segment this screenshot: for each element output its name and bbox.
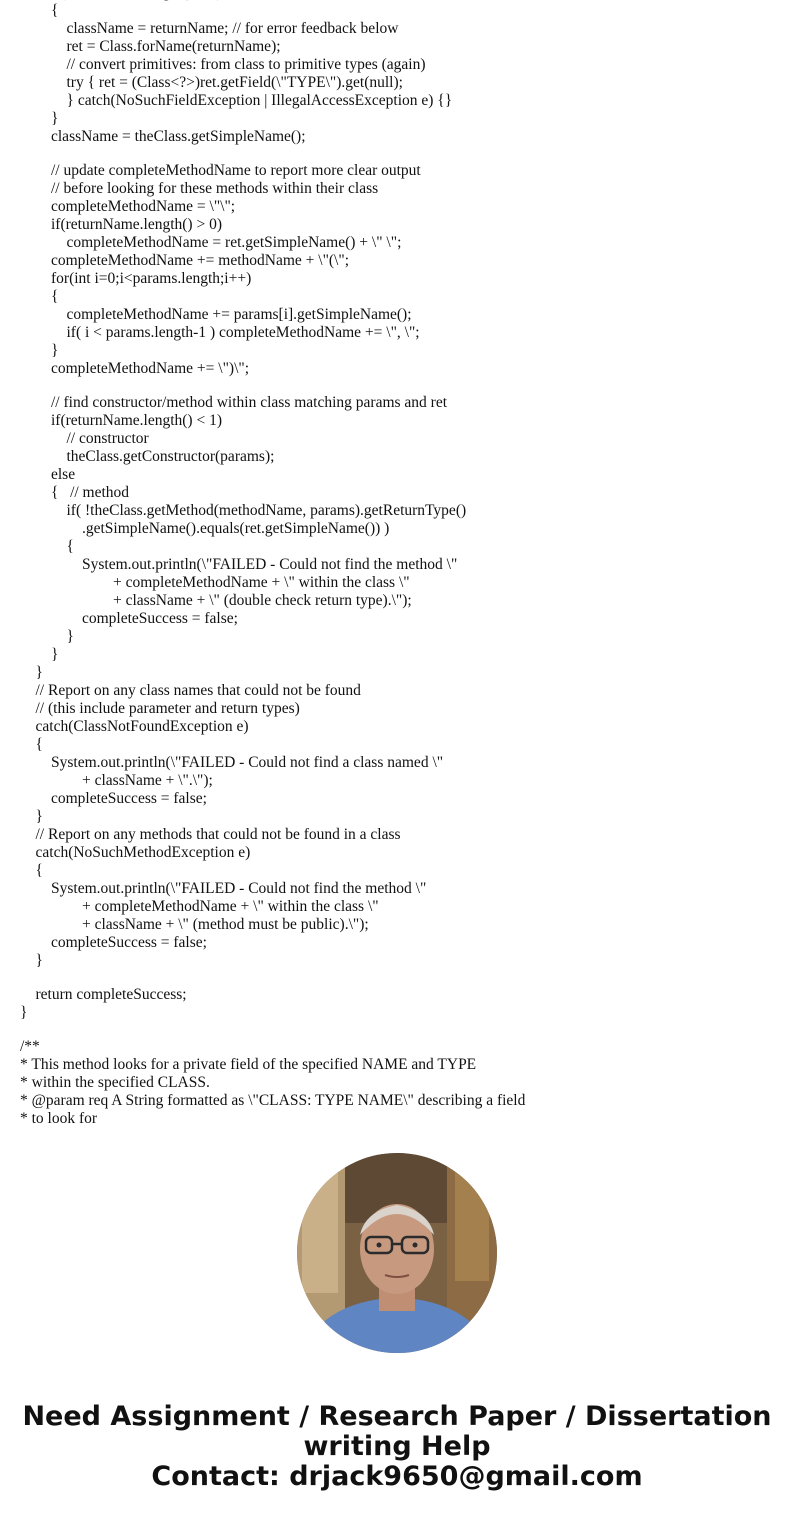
banner-line-1: Need Assignment / Research Paper / Dissertation: [22, 1401, 772, 1432]
code-line: ret = Class.forName(returnName);: [20, 38, 281, 55]
code-line: className = theClass.getSimpleName();: [20, 128, 306, 145]
code-line: {: [20, 736, 43, 753]
code-line: + className + \" (double check return type).\");: [20, 592, 412, 609]
code-line: if(returnName.length() < 1): [20, 412, 222, 429]
banner-contact-email: Contact: drjack9650@gmail.com: [151, 1461, 643, 1492]
code-line: }: [20, 646, 59, 663]
author-avatar: [297, 1153, 497, 1353]
code-line: completeMethodName += \")\";: [20, 360, 250, 377]
code-line: + className + \" (method must be public).\");: [20, 916, 369, 933]
code-line: { // method: [20, 484, 130, 501]
code-line: className = returnName; // for error feedback below: [20, 20, 399, 37]
code-line: /**: [20, 1038, 40, 1055]
code-line: }: [20, 110, 59, 127]
code-line: theClass.getConstructor(params);: [20, 448, 275, 465]
code-line: }: [20, 1004, 28, 1021]
code-line: + completeMethodName + \" within the class \": [20, 898, 379, 915]
code-line: else: [20, 466, 76, 483]
code-line: if( i < params.length-1 ) completeMethodName += \", \";: [20, 324, 420, 341]
code-line: }: [20, 664, 43, 681]
code-line: }: [20, 808, 43, 825]
code-line: if( !theClass.getMethod(methodName, params).getReturnType(): [20, 502, 467, 519]
code-line: catch(ClassNotFoundException e): [20, 718, 249, 735]
code-line: {: [20, 2, 59, 19]
code-line: [20, 1022, 525, 1038]
code-line: * within the specified CLASS.: [20, 1074, 210, 1091]
code-line: completeMethodName += params[i].getSimpleName();: [20, 306, 412, 323]
code-line: }: [20, 952, 43, 969]
code-line: // find constructor/method within class matching params and ret: [20, 394, 448, 411]
code-line: // (this include parameter and return types): [20, 700, 300, 717]
banner-line-2: writing Help: [303, 1431, 491, 1462]
code-line: completeSuccess = false;: [20, 790, 207, 807]
contact-banner: [0, 1402, 794, 1492]
code-line: }: [20, 628, 74, 645]
code-line: System.out.println(\"FAILED - Could not find the method \": [20, 880, 427, 897]
code-line: completeMethodName += methodName + \"(\";: [20, 252, 349, 269]
code-line: [20, 970, 525, 986]
code-line: completeMethodName = ret.getSimpleName() + \" \";: [20, 234, 402, 251]
code-line: }: [20, 342, 59, 359]
code-line: {: [20, 288, 59, 305]
author-portrait-image: [297, 1153, 497, 1353]
code-line: if(returnName.length() > 0): [20, 216, 222, 233]
code-line: // Report on any methods that could not be found in a class: [20, 826, 401, 843]
code-line: + className + \".\");: [20, 772, 213, 789]
code-line: System.out.println(\"FAILED - Could not find a class named \": [20, 754, 444, 771]
code-line: completeSuccess = false;: [20, 610, 238, 627]
code-line: * to look for: [20, 1110, 98, 1127]
code-line: * @param req A String formatted as \"CLASS: TYPE NAME\" describing a field: [20, 1092, 526, 1109]
code-line: catch(NoSuchMethodException e): [20, 844, 251, 861]
code-lines: [20, 0, 525, 1128]
code-line: completeSuccess = false;: [20, 934, 207, 951]
code-line: return completeSuccess;: [20, 986, 187, 1003]
code-line: .getSimpleName().equals(ret.getSimpleName()) ): [20, 520, 390, 537]
code-line: completeMethodName = \"\";: [20, 198, 236, 215]
code-line: * This method looks for a private field of the specified NAME and TYPE: [20, 1056, 477, 1073]
code-line: } catch(NoSuchFieldException | IllegalAccessException e) {}: [20, 92, 453, 109]
code-line: System.out.println(\"FAILED - Could not find the method \": [20, 556, 458, 573]
code-line: // update completeMethodName to report more clear output: [20, 162, 421, 179]
code-line: // constructor: [20, 430, 149, 447]
code-line: for(int i=0;i<params.length;i++): [20, 270, 252, 287]
code-line: try { ret = (Class<?>)ret.getField(\"TYPE\").get(null);: [20, 74, 403, 91]
code-line: + completeMethodName + \" within the class \": [20, 574, 410, 591]
code-line: [20, 378, 525, 394]
code-line: // convert primitives: from class to primitive types (again): [20, 56, 426, 73]
code-line: {: [20, 862, 43, 879]
code-line: [20, 146, 525, 162]
code-line: {: [20, 538, 74, 555]
code-line: // Report on any class names that could not be found: [20, 682, 361, 699]
code-line: // before looking for these methods within their class: [20, 180, 379, 197]
